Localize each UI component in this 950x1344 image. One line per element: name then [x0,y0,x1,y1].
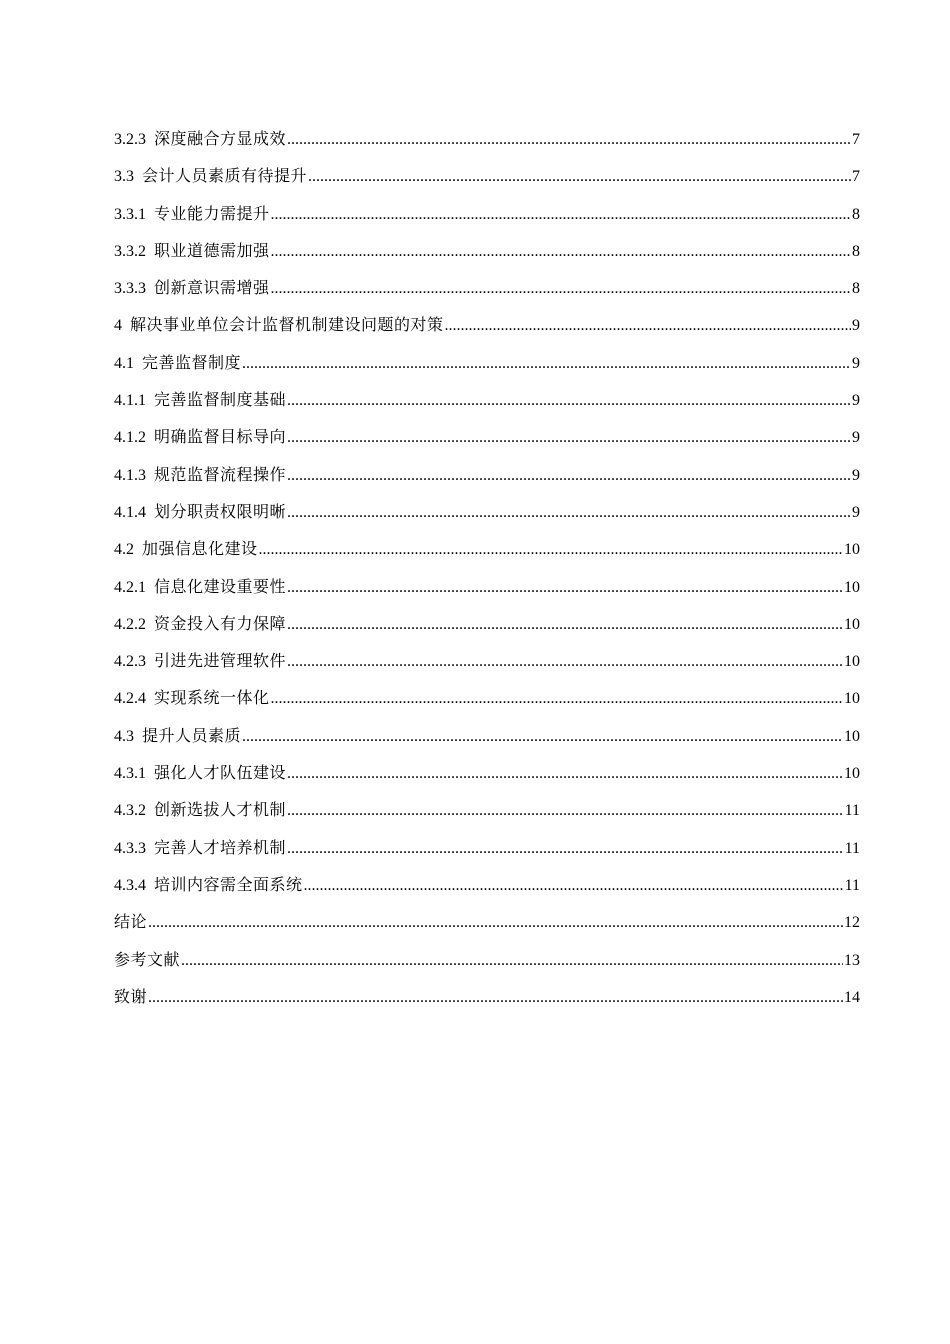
toc-entry-page: 8 [852,280,860,298]
toc-dot-leader [259,531,843,568]
toc-entry-page: 11 [844,876,860,894]
toc-dot-leader [148,979,843,1016]
toc-entry-title: 结论 [114,914,148,932]
toc-entry[interactable] [114,494,860,531]
toc-entry-title: 规范监督流程操作 [154,466,287,484]
toc-entry[interactable] [114,345,860,382]
toc-entry[interactable] [114,531,860,568]
toc-entry-page: 8 [852,205,860,223]
toc-entry-title: 创新选拔人才机制 [154,802,287,820]
toc-entry-title: 解决事业单位会计监督机制建设问题的对策 [130,317,444,335]
toc-entry-page: 9 [852,392,860,410]
toc-entry-page: 9 [852,466,860,484]
toc-entry-page: 13 [844,951,860,969]
toc-dot-leader [287,792,844,829]
toc-entry[interactable] [114,755,860,792]
toc-entry-number: 4.2 [114,541,134,559]
toc-entry-title: 完善监督制度 [142,354,242,372]
toc-entry[interactable] [114,942,860,979]
toc-dot-leader [287,830,844,867]
toc-entry-title: 培训内容需全面系统 [154,876,303,894]
toc-entry-page: 9 [852,354,860,372]
toc-entry-page: 11 [844,802,860,820]
toc-dot-leader [287,569,843,606]
toc-entry-title: 参考文献 [114,951,181,969]
toc-entry-number: 4.2.4 [114,690,146,708]
toc-entry[interactable] [114,121,860,158]
toc-entry-page: 10 [844,615,860,633]
toc-dot-leader [271,680,843,717]
toc-dot-leader [287,121,851,158]
toc-entry-title: 专业能力需提升 [154,205,270,223]
toc-entry-number: 4.2.2 [114,615,146,633]
toc-entry-number: 4.1 [114,354,134,372]
toc-entry-number: 4.3.3 [114,839,146,857]
toc-entry-page: 10 [844,765,860,783]
toc-entry-number: 4.1.3 [114,466,146,484]
toc-entry[interactable] [114,233,860,270]
table-of-contents [114,121,860,1016]
toc-entry[interactable] [114,680,860,717]
toc-entry[interactable] [114,419,860,456]
toc-entry-page: 7 [852,168,860,186]
toc-entry-title: 完善监督制度基础 [154,392,287,410]
toc-entry-number: 3.3.3 [114,280,146,298]
toc-entry[interactable] [114,158,860,195]
toc-entry-number: 3.3 [114,168,134,186]
toc-entry-number: 4.1.4 [114,503,146,521]
toc-entry-title: 加强信息化建设 [142,541,258,559]
toc-entry[interactable] [114,979,860,1016]
toc-entry-title: 强化人才队伍建设 [154,765,287,783]
toc-entry-page: 14 [844,988,860,1006]
toc-entry[interactable] [114,904,860,941]
toc-dot-leader [308,158,851,195]
toc-entry-title: 致谢 [114,988,148,1006]
toc-dot-leader [181,942,843,979]
toc-entry[interactable] [114,569,860,606]
toc-entry-title: 提升人员素质 [142,727,242,745]
toc-entry-number: 4.3.2 [114,802,146,820]
toc-entry-page: 10 [844,541,860,559]
toc-entry-number: 4.1.2 [114,429,146,447]
toc-dot-leader [304,867,844,904]
toc-entry-number: 3.3.1 [114,205,146,223]
toc-entry-title: 完善人才培养机制 [154,839,287,857]
toc-entry-page: 9 [852,317,860,335]
toc-dot-leader [242,345,851,382]
toc-entry[interactable] [114,643,860,680]
toc-entry-number: 4.2.3 [114,653,146,671]
toc-entry-title: 信息化建设重要性 [154,578,287,596]
toc-entry-page: 12 [844,914,860,932]
toc-entry[interactable] [114,382,860,419]
toc-entry-title: 明确监督目标导向 [154,429,287,447]
toc-entry-title: 会计人员素质有待提升 [142,168,308,186]
toc-dot-leader [287,643,843,680]
toc-entry-number: 4.3.4 [114,876,146,894]
toc-dot-leader [287,457,851,494]
toc-entry-number: 3.2.3 [114,131,146,148]
toc-dot-leader [445,307,851,344]
toc-dot-leader [271,196,851,233]
toc-entry-title: 创新意识需增强 [154,280,270,298]
toc-entry-title: 职业道德需加强 [154,242,270,260]
toc-entry-page: 10 [844,578,860,596]
toc-dot-leader [287,755,843,792]
toc-entry[interactable] [114,830,860,867]
toc-entry[interactable] [114,307,860,344]
toc-dot-leader [242,718,843,755]
toc-dot-leader [271,270,851,307]
toc-dot-leader [287,419,851,456]
toc-entry-title: 深度融合方显成效 [154,131,287,148]
toc-entry-page: 8 [852,242,860,260]
toc-entry-number: 3.3.2 [114,242,146,260]
toc-entry[interactable] [114,457,860,494]
toc-dot-leader [287,382,851,419]
toc-dot-leader [148,904,843,941]
toc-entry-number: 4.3.1 [114,765,146,783]
toc-entry-page: 7 [852,131,860,148]
toc-entry-page: 10 [844,653,860,671]
toc-entry-number: 4.3 [114,727,134,745]
toc-entry-number: 4 [114,317,122,335]
toc-entry-page: 9 [852,503,860,521]
toc-entry-page: 10 [844,727,860,745]
toc-dot-leader [271,233,851,270]
toc-entry[interactable] [114,867,860,904]
toc-entry-number: 4.2.1 [114,578,146,596]
toc-entry-title: 资金投入有力保障 [154,615,287,633]
toc-entry-number: 4.1.1 [114,392,146,410]
toc-dot-leader [287,606,843,643]
toc-entry-page: 9 [852,429,860,447]
toc-entry[interactable] [114,196,860,233]
toc-entry-page: 10 [844,690,860,708]
toc-entry-page: 11 [844,839,860,857]
toc-entry[interactable] [114,718,860,755]
toc-entry-title: 划分职责权限明晰 [154,503,287,521]
toc-entry-title: 引进先进管理软件 [154,653,287,671]
toc-entry[interactable] [114,792,860,829]
toc-dot-leader [287,494,851,531]
toc-entry[interactable] [114,270,860,307]
toc-entry[interactable] [114,606,860,643]
toc-entry-title: 实现系统一体化 [154,690,270,708]
